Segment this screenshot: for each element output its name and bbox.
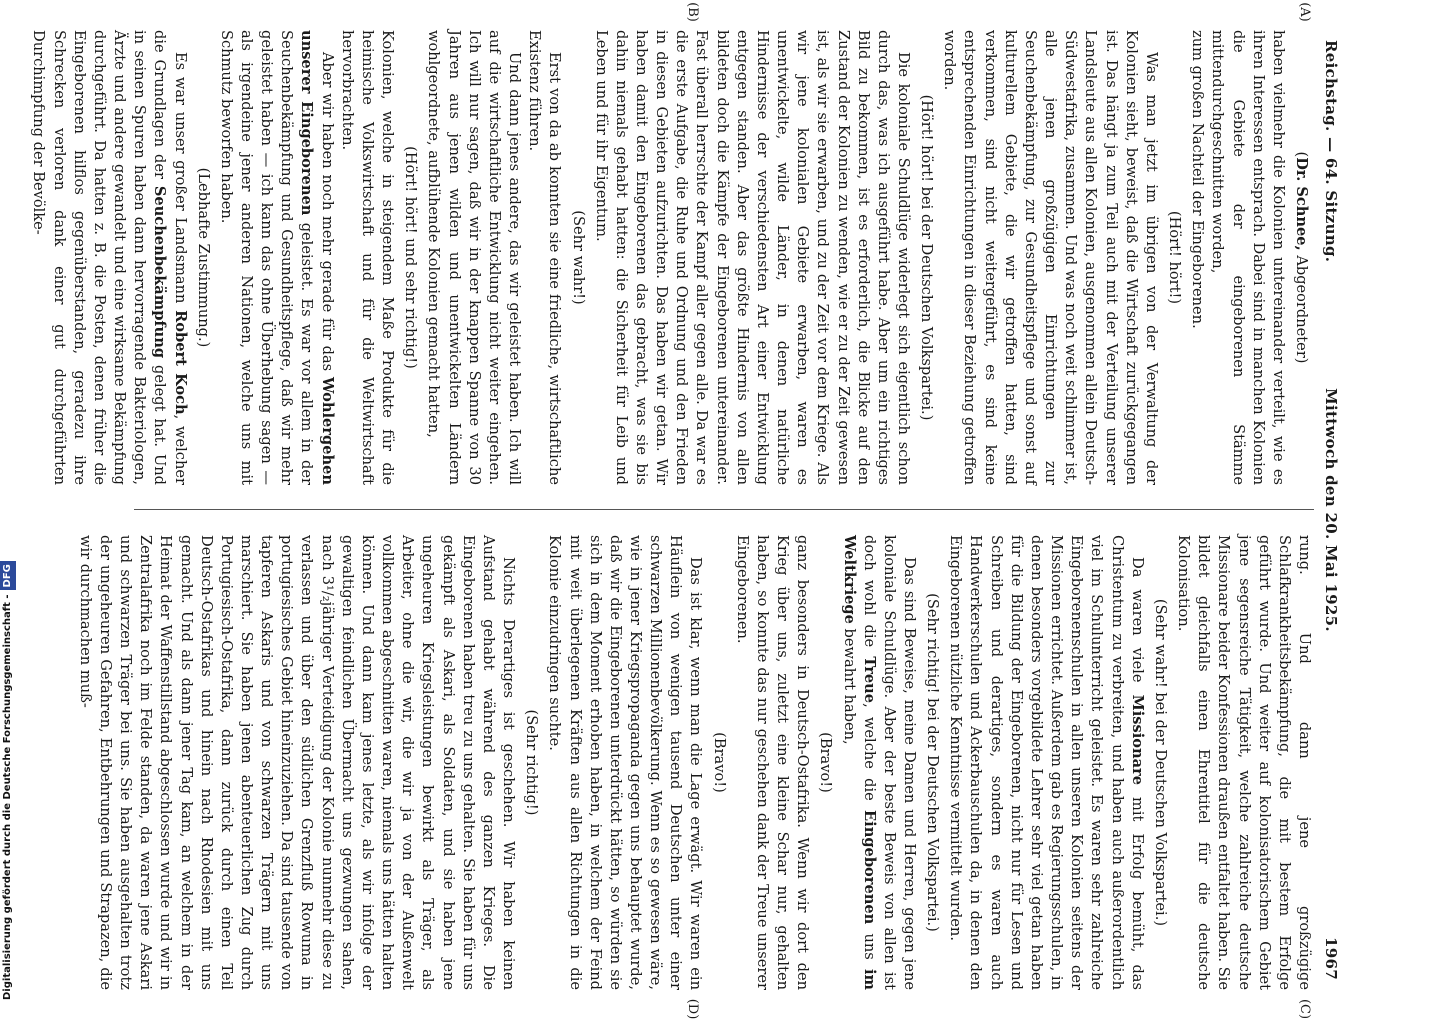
left-text-column	[30, 30, 1314, 485]
text-run: gelegt hat. Und in seinen Spuren haben dann hervorragende Bakteriologen, Ärzte und andere gewandelt und eine wirksame Bekämpfung durchgeführt. Da hatten z. B. die Posten, denen früher die Eingeborenen hilflos gegenüberstanden, geradezu ihre Schrecken verloren dank einer gut durchgeführten Durchimpfung der Bevölke-	[30, 30, 169, 485]
paragraph: Das ist klar, wenn man die Lage erwägt. Wir waren ein Häuflein von wenigen tausend Deutschen unter einer schwarzen Millionenbevölkerung. Wenn es so gewesen wäre, wie in jener Kriegspropaganda gegen uns behauptet wurde, daß wir die Eingeborenen unterdrückt hätten, so würden sie sich in dem Moment erhoben haben, in welchem der Feind mit weit überlegenen Kräften aus allen Richtungen in die Kolonie einzudringen suchte.	[546, 535, 705, 990]
speaker-name: Dr. Schnee,	[1293, 157, 1310, 251]
paragraph: rung. Und dann jene großzügige Schlafkrankheitsbekämpfung, die mit bestem Erfolge geführt wurde. Und weiter auf kolonisatorischem Gebiet jene segensreiche Tätigkeit, welche zahlreiche deutsche Missionare beider Konfessionen draußen entfaltet haben. Sie bildet gleichfalls einen Ehrentitel für die deutsche Kolonisation.	[1175, 535, 1313, 990]
paragraph	[945, 535, 1147, 990]
paragraph: Nichts Derartiges ist geschehen. Wir haben keinen Aufstand gehabt während des ganzen Krieges. Die Eingeborenen haben treu zu uns gehalten. Sie haben für uns gekämpft als Askari, als Soldaten, und sie haben jene ungeheuren Kriegsleistungen bewirkt als Träger, als Arbeiter, ohne die wir, die wir ja von der Außenwelt vollkommen abgeschnitten waren, niemals uns hätten halten können. Und dann kam jenes letzte, als wir infolge der gewaltigen feindlichen Übermacht uns gezwungen sahen, nach 3¹/₂jähriger Verteidigung der Kolonie nunmehr diese zu verlassen und über den südlichen Grenzfluß Rowuma in portugiesisches Gebiet hineinzuziehen. Da sind tausende von tapferen Askaris und von schwarzen Trägern mit uns marschiert. Sie haben jenen abenteuerlichen Zug durch Portugiesisch-Ostafrika, dann zurück durch einen Teil Deutsch-Ostafrikas und hinein nach Rhodesien mit uns gemacht. Und als dann jener Tag kam, an welchem in der Heimat der Waffenstillstand abgeschlossen wurde und wir in Zentralafrika noch im Felde standen, da waren jene Askari und schwarzen Träger bei uns. Sie haben ausgehalten trotz der ungeheuren Gefahren, Entbehrungen und Strapazen, die wir durchmachen muß-	[76, 535, 518, 990]
margin-marker-c: (C)	[1297, 998, 1312, 1020]
interjection: (Sehr wahr! bei der Deutschen Volkspartei.)	[1151, 598, 1169, 927]
margin-marker-b: (B)	[685, 2, 700, 22]
emphasis: Missionare	[1128, 694, 1146, 786]
interjection: (Sehr richtig!)	[523, 709, 541, 816]
text-run: Das sind Beweise, meine Damen und Herren, gegen jene koloniale Schuldlüge. Aber der beste Beweis von allen ist doch wohl die	[860, 535, 919, 990]
paragraph	[838, 535, 919, 990]
text-run: Aber wir haben noch mehr gerade für das	[318, 52, 336, 377]
header-date: Mittwoch den 20. Mai 1925.	[1322, 388, 1340, 632]
paragraph: Und dann jenes andere, das wir geleistet haben. Ich will auf die wirtschaftliche Entwicklung nicht weiter eingehen. Ich will nur sagen, daß wir in der knappen Spanne von 30 Jahren aus jenen wilden und unentwickelten Ländern wohlgeordnete, aufblühende Kolonien gemacht hatten,	[425, 30, 524, 485]
margin-marker-a: (A)	[1297, 2, 1312, 22]
right-text-column	[76, 535, 1314, 990]
emphasis: Treue	[860, 656, 878, 704]
margin-marker-d: (D)	[685, 998, 700, 1020]
interjection: (Hört! hört! bei der Deutschen Volkspartei.)	[918, 94, 936, 421]
paragraph: ganz besonders in Deutsch-Ostafrika. Wenn wir dort den Krieg über uns, zuletzt eine kleine Schar nur, gehalten haben, so konnte das nur geschehen dank der Treue unserer Eingeborenen.	[733, 535, 812, 990]
paragraph: haben vielmehr die Kolonien untereinander verteilt, wie es ihren Interessen entsprach. Dabei sind in manchen Kolonien die Gebiete der eingeborenen Stämme mittendurchgeschnitten worden,	[1209, 30, 1287, 485]
emphasis: im Weltkriege	[840, 535, 878, 990]
text-run: geleistet. Es war vor allem in der Seuchenbekämpfung und Gesundheitspflege, daß wir mehr geleistet haben — ich kann das ohne Überhebung sagen — als irgendeine jener anderen Nationen, welche uns mit Schmutz beworfen haben.	[217, 30, 316, 485]
text-run: bewahrt haben,	[840, 623, 858, 745]
text-run: , welche die	[860, 703, 878, 811]
emphasis: Seuchenbekämpfung	[151, 185, 169, 359]
interjection: (Lebhafte Zustimmung.)	[194, 167, 212, 348]
emphasis: Robert Koch	[171, 310, 189, 415]
paragraph: zum großen Nachteil der Eingeborenen.	[1189, 30, 1207, 329]
credit-text: Digitalisierung gefördert durch die Deutsche Forschungsgemeinschaft -	[2, 594, 13, 1000]
paragraph: Kolonien, welche in steigendem Maße Produkte für die heimische Volkswirtschaft und für die Weltwirtschaft hervorbrachten.	[338, 30, 397, 485]
interjection: (Hört! hört!)	[1166, 210, 1184, 305]
paragraph	[28, 30, 189, 485]
dfg-logo: DFG	[0, 561, 16, 590]
column-divider	[134, 509, 1314, 510]
speaker-line: (Dr. Schnee, Abgeordneter)	[1293, 151, 1310, 364]
digitization-credit	[0, 0, 16, 1000]
emphasis: Wohlergehen unserer Eingeborenen	[298, 30, 336, 485]
text-run: , welcher die Grundlagen der	[151, 30, 189, 485]
text-run: Da waren viele	[1128, 557, 1146, 695]
rotated-document-page	[30, 2, 1340, 1020]
text-run: mit Erfolg bemüht, das Christentum zu verbreiten, und haben auch außerordentlich viel im Schulunterricht geleistet. Es waren sehr zahlreiche Eingeborenenschulen in allen unseren Kolonien seitens der Missionen errichtet. Außerdem gab es Regierungsschulen, in denen besonders vorgebildete Lehrer sehr viel getan haben für die Bildung der Eingeborenen, nicht nur für Lesen und Schreiben und derartiges, sondern es waren auch Handwerkerschulen und Ackerbauschulen da, in denen den Eingeborenen nützliche Kenntnisse vermittelt wurden.	[947, 535, 1146, 990]
header-page-number: 1967	[1322, 937, 1340, 980]
header-session: Reichstag. — 64. Sitzung.	[1322, 40, 1340, 263]
paragraph: Erst von da ab konnten sie eine friedliche, wirtschaftliche Existenz führen.	[526, 30, 564, 485]
interjection: (Bravo!)	[710, 732, 728, 793]
interjection: (Sehr richtig! bei der Deutschen Volkspartei.)	[924, 593, 942, 932]
interjection: (Sehr wahr!)	[569, 210, 587, 305]
paragraph: Die koloniale Schuldlüge widerlegt sich eigentlich schon durch das, was ich ausgeführt habe. Aber um ein richtiges Bild zu bekommen, ist es erforderlich, die Blicke auf den Zustand der Kolonien zu wenden, wie er zu der Zeit gewesen ist, als wir sie erwarben, und zu der Zeit vor dem Kriege. Als wir jene kolonialen Gebiete erwarben, waren es unentwickelte, wilde Länder, in denen natürliche Hindernisse der verschiedensten Art einer Entwicklung entgegen standen. Aber das größte Hindernis von allen bildeten doch die Kämpfe der Eingeborenen untereinander. Fast überall herrschte der Kampf aller gegen alle. Da war es die erste Aufgabe, die Ruhe und Ordnung und den Frieden in diesen Gebieten aufzurichten. Das haben wir getan. Wir haben damit den Eingeborenen das gebracht, was sie bis dahin niemals gehabt hatten: die Sicherheit für Leib und Leben und für ihr Eigentum.	[592, 30, 913, 485]
speaker-role: Abgeordneter	[1293, 255, 1310, 358]
page-header	[1318, 30, 1340, 990]
emphasis: Eingeborenen	[860, 810, 878, 925]
interjection: (Bravo!)	[817, 732, 835, 793]
paragraph: Was man jetzt im übrigen von der Verwaltung der Kolonien sieht, beweist, daß die Wirtschaft zurückgegangen ist. Das hängt ja zum Teil auch mit der Verteilung unserer Landsleute aus allen Kolonien, ausgenommen allein Deutsch-Südwestafrika, zusammen. Und was noch weit schlimmer ist, alle jenen großzügigen Einrichtungen zur Seuchenbekämpfung, zur Gesundheitspflege und sonst auf kulturellem Gebiete, die wir getroffen hatten, sind verkommen, sind nicht weitergeführt, es sind keine entsprechenden Einrichtungen in dieser Beziehung getroffen worden.	[941, 30, 1160, 485]
paragraph	[216, 30, 337, 485]
text-run: Es war unser großer Landsmann	[171, 52, 189, 311]
interjection: (Hört! hört! und sehr richtig!)	[402, 146, 420, 369]
text-run: uns	[860, 924, 878, 969]
